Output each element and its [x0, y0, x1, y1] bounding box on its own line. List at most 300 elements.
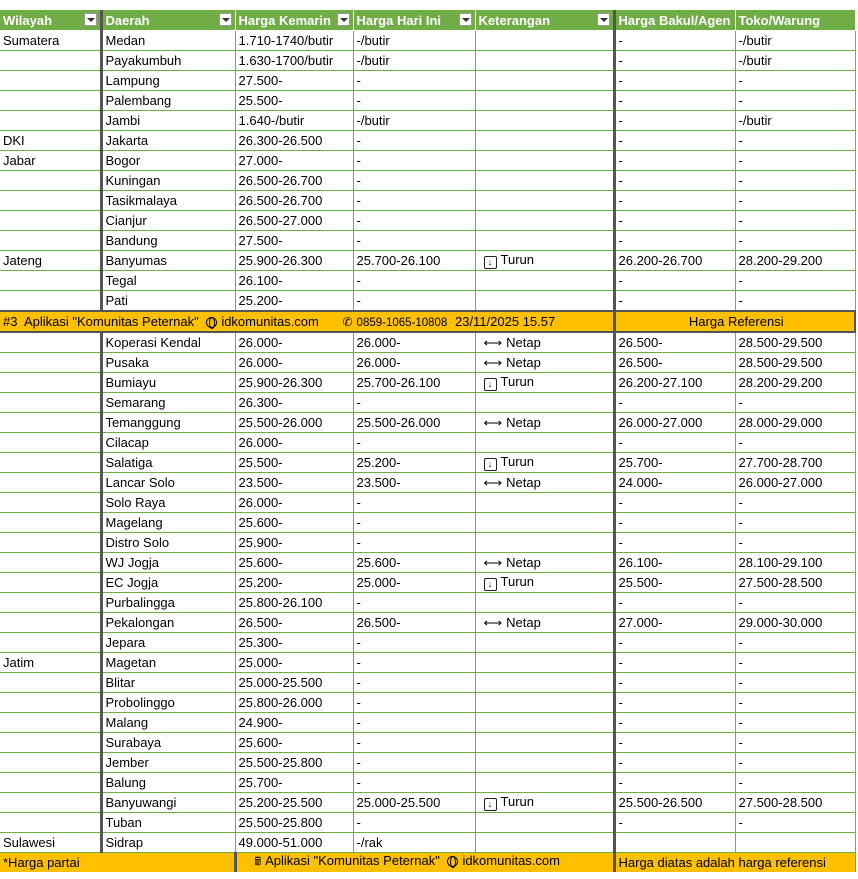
cell-keterangan[interactable] — [475, 251, 614, 271]
cell-harga-kemarin[interactable]: 25.700- — [235, 773, 353, 793]
cell-harga-bakul[interactable]: - — [614, 211, 735, 231]
cell-harga-toko[interactable]: - — [735, 131, 855, 151]
cell-wilayah[interactable] — [0, 51, 101, 71]
cell-daerah[interactable]: Banyuwangi — [101, 793, 235, 813]
cell-harga-toko[interactable]: 28.500-29.500 — [735, 353, 855, 373]
cell-daerah[interactable]: Temanggung — [101, 413, 235, 433]
cell-wilayah[interactable] — [0, 211, 101, 231]
cell-harga-toko[interactable]: - — [735, 593, 855, 613]
cell-harga-hari-ini[interactable]: - — [353, 713, 475, 733]
cell-daerah[interactable]: Jakarta — [101, 131, 235, 151]
cell-harga-bakul[interactable]: 26.100- — [614, 553, 735, 573]
cell-harga-hari-ini[interactable]: -/butir — [353, 111, 475, 131]
cell-daerah[interactable]: Jepara — [101, 633, 235, 653]
cell-harga-bakul[interactable]: - — [614, 291, 735, 312]
cell-harga-toko[interactable]: 27.500-28.500 — [735, 573, 855, 593]
cell-harga-bakul[interactable]: - — [614, 433, 735, 453]
cell-harga-kemarin[interactable]: 26.500-27.000 — [235, 211, 353, 231]
cell-harga-kemarin[interactable]: 25.900- — [235, 533, 353, 553]
cell-harga-bakul[interactable]: - — [614, 71, 735, 91]
cell-harga-bakul[interactable]: - — [614, 653, 735, 673]
cell-harga-toko[interactable]: - — [735, 513, 855, 533]
col-header-keterangan[interactable]: Keterangan — [475, 10, 614, 31]
cell-harga-hari-ini[interactable]: 26.500- — [353, 613, 475, 633]
cell-daerah[interactable]: Payakumbuh — [101, 51, 235, 71]
cell-harga-bakul[interactable]: - — [614, 171, 735, 191]
cell-harga-kemarin[interactable]: 27.500- — [235, 231, 353, 251]
cell-harga-toko[interactable]: - — [735, 713, 855, 733]
cell-harga-hari-ini[interactable]: - — [353, 91, 475, 111]
cell-wilayah[interactable] — [0, 191, 101, 211]
cell-harga-hari-ini[interactable]: - — [353, 71, 475, 91]
cell-harga-kemarin[interactable]: 24.900- — [235, 713, 353, 733]
cell-wilayah[interactable] — [0, 693, 101, 713]
cell-keterangan[interactable] — [475, 71, 614, 91]
cell-keterangan[interactable] — [475, 291, 614, 312]
cell-harga-bakul[interactable]: - — [614, 513, 735, 533]
cell-harga-bakul[interactable]: 26.500- — [614, 353, 735, 373]
cell-keterangan[interactable] — [475, 553, 614, 573]
cell-harga-kemarin[interactable]: 26.000- — [235, 493, 353, 513]
cell-harga-kemarin[interactable]: 26.500- — [235, 613, 353, 633]
table-row — [0, 773, 855, 793]
cell-wilayah[interactable] — [0, 71, 101, 91]
cell-wilayah[interactable] — [0, 291, 101, 312]
cell-keterangan[interactable] — [475, 673, 614, 693]
cell-harga-toko[interactable]: - — [735, 393, 855, 413]
cell-harga-hari-ini[interactable]: 25.600- — [353, 553, 475, 573]
cell-wilayah[interactable] — [0, 453, 101, 473]
cell-daerah[interactable]: Magetan — [101, 653, 235, 673]
cell-harga-hari-ini[interactable]: - — [353, 231, 475, 251]
cell-harga-toko[interactable]: - — [735, 271, 855, 291]
cell-keterangan[interactable] — [475, 573, 614, 593]
cell-harga-bakul[interactable]: - — [614, 151, 735, 171]
cell-harga-kemarin[interactable]: 25.800-26.100 — [235, 593, 353, 613]
cell-harga-hari-ini[interactable]: - — [353, 653, 475, 673]
cell-harga-hari-ini[interactable]: - — [353, 693, 475, 713]
cell-harga-toko[interactable]: 28.000-29.000 — [735, 413, 855, 433]
cell-wilayah[interactable] — [0, 231, 101, 251]
cell-harga-hari-ini[interactable]: 25.000-25.500 — [353, 793, 475, 813]
cell-daerah[interactable]: Distro Solo — [101, 533, 235, 553]
cell-wilayah[interactable]: DKI — [0, 131, 101, 151]
cell-daerah[interactable]: Banyumas — [101, 251, 235, 271]
cell-harga-bakul[interactable]: - — [614, 593, 735, 613]
cell-keterangan[interactable] — [475, 653, 614, 673]
cell-harga-toko[interactable]: - — [735, 171, 855, 191]
cell-keterangan[interactable] — [475, 693, 614, 713]
cell-harga-kemarin[interactable]: 26.300- — [235, 393, 353, 413]
cell-daerah[interactable]: Blitar — [101, 673, 235, 693]
cell-harga-hari-ini[interactable]: 23.500- — [353, 473, 475, 493]
cell-wilayah[interactable] — [0, 171, 101, 191]
cell-harga-hari-ini[interactable]: - — [353, 191, 475, 211]
cell-daerah[interactable]: Bogor — [101, 151, 235, 171]
banner-site[interactable]: idkomunitas.com — [221, 314, 319, 329]
cell-keterangan[interactable] — [475, 433, 614, 453]
banner-section — [0, 311, 855, 332]
cell-wilayah[interactable] — [0, 373, 101, 393]
cell-harga-bakul[interactable]: - — [614, 753, 735, 773]
cell-harga-kemarin[interactable]: 25.900-26.300 — [235, 251, 353, 271]
cell-keterangan[interactable] — [475, 633, 614, 653]
cell-daerah[interactable]: Tegal — [101, 271, 235, 291]
cell-harga-kemarin[interactable]: 26.500-26.700 — [235, 191, 353, 211]
cell-wilayah[interactable] — [0, 111, 101, 131]
cell-wilayah[interactable] — [0, 633, 101, 653]
cell-wilayah[interactable] — [0, 513, 101, 533]
footer-site[interactable]: idkomunitas.com — [462, 853, 560, 868]
cell-daerah[interactable]: Pusaka — [101, 353, 235, 373]
cell-harga-bakul[interactable]: 26.200-26.700 — [614, 251, 735, 271]
cell-keterangan[interactable] — [475, 773, 614, 793]
cell-harga-toko[interactable]: - — [735, 433, 855, 453]
cell-harga-toko[interactable]: - — [735, 813, 855, 833]
cell-harga-hari-ini[interactable]: -/butir — [353, 31, 475, 51]
cell-harga-hari-ini[interactable]: - — [353, 211, 475, 231]
cell-harga-toko[interactable]: -/butir — [735, 111, 855, 131]
cell-daerah[interactable]: Bumiayu — [101, 373, 235, 393]
cell-wilayah[interactable]: Jabar — [0, 151, 101, 171]
cell-harga-hari-ini[interactable]: - — [353, 633, 475, 653]
cell-wilayah[interactable]: Sumatera — [0, 31, 101, 51]
cell-daerah[interactable]: Semarang — [101, 393, 235, 413]
cell-keterangan[interactable] — [475, 493, 614, 513]
cell-harga-hari-ini[interactable]: - — [353, 533, 475, 553]
cell-daerah[interactable]: Balung — [101, 773, 235, 793]
cell-keterangan[interactable] — [475, 91, 614, 111]
cell-harga-toko[interactable]: - — [735, 191, 855, 211]
cell-keterangan[interactable] — [475, 353, 614, 373]
cell-harga-hari-ini[interactable]: 25.700-26.100 — [353, 251, 475, 271]
table-row — [0, 393, 855, 413]
filter-dropdown-icon[interactable] — [84, 13, 97, 26]
cell-harga-toko[interactable]: 27.500-28.500 — [735, 793, 855, 813]
cell-harga-toko[interactable]: 28.500-29.500 — [735, 332, 855, 353]
cell-harga-bakul[interactable]: - — [614, 231, 735, 251]
cell-harga-toko[interactable]: - — [735, 71, 855, 91]
cell-wilayah[interactable] — [0, 271, 101, 291]
cell-harga-bakul[interactable]: - — [614, 633, 735, 653]
cell-wilayah[interactable] — [0, 91, 101, 111]
col-header-wilayah[interactable]: Wilayah — [0, 10, 101, 31]
cell-harga-bakul[interactable]: 26.000-27.000 — [614, 413, 735, 433]
cell-keterangan[interactable] — [475, 733, 614, 753]
cell-harga-hari-ini[interactable]: 26.000- — [353, 353, 475, 373]
cell-daerah[interactable]: Sidrap — [101, 833, 235, 853]
cell-wilayah[interactable] — [0, 773, 101, 793]
cell-harga-hari-ini[interactable]: - — [353, 753, 475, 773]
cell-wilayah[interactable] — [0, 433, 101, 453]
cell-harga-toko[interactable]: - — [735, 211, 855, 231]
cell-keterangan[interactable] — [475, 793, 614, 813]
cell-harga-toko[interactable]: - — [735, 753, 855, 773]
cell-harga-kemarin[interactable]: 26.300-26.500 — [235, 131, 353, 151]
cell-harga-bakul[interactable]: 25.700- — [614, 453, 735, 473]
cell-harga-toko[interactable]: 28.200-29.200 — [735, 373, 855, 393]
cell-harga-kemarin[interactable]: 27.000- — [235, 151, 353, 171]
cell-harga-hari-ini[interactable]: -/rak — [353, 833, 475, 853]
cell-harga-toko[interactable]: - — [735, 633, 855, 653]
cell-harga-hari-ini[interactable]: - — [353, 393, 475, 413]
cell-wilayah[interactable] — [0, 533, 101, 553]
cell-harga-hari-ini[interactable]: - — [353, 433, 475, 453]
cell-harga-kemarin[interactable]: 49.000-51.000 — [235, 833, 353, 853]
cell-harga-hari-ini[interactable]: - — [353, 131, 475, 151]
cell-harga-kemarin[interactable]: 1.630-1700/butir — [235, 51, 353, 71]
cell-daerah[interactable]: Lampung — [101, 71, 235, 91]
cell-harga-hari-ini[interactable]: - — [353, 593, 475, 613]
cell-keterangan[interactable] — [475, 111, 614, 131]
cell-harga-toko[interactable]: - — [735, 773, 855, 793]
cell-harga-toko[interactable]: - — [735, 693, 855, 713]
cell-harga-bakul[interactable]: 25.500- — [614, 573, 735, 593]
filter-dropdown-icon[interactable] — [337, 13, 350, 26]
cell-keterangan[interactable] — [475, 613, 614, 633]
cell-harga-bakul[interactable]: - — [614, 91, 735, 111]
cell-wilayah[interactable] — [0, 553, 101, 573]
cell-harga-bakul[interactable] — [614, 833, 735, 853]
cell-wilayah[interactable] — [0, 713, 101, 733]
cell-harga-kemarin[interactable]: 25.600- — [235, 733, 353, 753]
cell-harga-toko[interactable]: - — [735, 533, 855, 553]
table-row — [0, 211, 855, 231]
cell-wilayah[interactable] — [0, 332, 101, 353]
cell-harga-bakul[interactable]: 27.000- — [614, 613, 735, 633]
cell-harga-toko[interactable]: 28.200-29.200 — [735, 251, 855, 271]
cell-keterangan[interactable] — [475, 191, 614, 211]
cell-harga-hari-ini[interactable]: 25.000- — [353, 573, 475, 593]
col-header-daerah[interactable]: Daerah — [101, 10, 235, 31]
cell-harga-hari-ini[interactable]: 25.200- — [353, 453, 475, 473]
cell-keterangan[interactable] — [475, 373, 614, 393]
cell-daerah[interactable]: Pekalongan — [101, 613, 235, 633]
cell-keterangan[interactable] — [475, 833, 614, 853]
cell-harga-kemarin[interactable]: 25.500- — [235, 91, 353, 111]
cell-harga-kemarin[interactable]: 25.500-25.800 — [235, 813, 353, 833]
cell-harga-kemarin[interactable]: 26.500-26.700 — [235, 171, 353, 191]
cell-daerah[interactable]: Koperasi Kendal — [101, 332, 235, 353]
cell-harga-bakul[interactable]: - — [614, 131, 735, 151]
cell-harga-toko[interactable] — [735, 833, 855, 853]
cell-harga-hari-ini[interactable]: - — [353, 773, 475, 793]
cell-daerah[interactable]: Jambi — [101, 111, 235, 131]
cell-harga-kemarin[interactable]: 23.500- — [235, 473, 353, 493]
cell-harga-kemarin[interactable]: 25.200-25.500 — [235, 793, 353, 813]
cell-harga-bakul[interactable]: - — [614, 271, 735, 291]
cell-harga-kemarin[interactable]: 25.600- — [235, 553, 353, 573]
cell-wilayah[interactable] — [0, 673, 101, 693]
cell-harga-toko[interactable]: -/butir — [735, 51, 855, 71]
cell-harga-bakul[interactable]: - — [614, 713, 735, 733]
cell-harga-bakul[interactable]: 25.500-26.500 — [614, 793, 735, 813]
cell-harga-bakul[interactable]: - — [614, 813, 735, 833]
cell-harga-bakul[interactable]: - — [614, 111, 735, 131]
cell-harga-bakul[interactable]: - — [614, 773, 735, 793]
cell-harga-hari-ini[interactable]: - — [353, 493, 475, 513]
status-label: Netap — [506, 474, 541, 490]
cell-daerah[interactable]: Cianjur — [101, 211, 235, 231]
cell-harga-hari-ini[interactable]: - — [353, 513, 475, 533]
table-row — [0, 71, 855, 91]
cell-harga-hari-ini[interactable]: -/butir — [353, 51, 475, 71]
cell-keterangan[interactable] — [475, 753, 614, 773]
cell-harga-bakul[interactable]: - — [614, 393, 735, 413]
cell-harga-kemarin[interactable]: 25.000- — [235, 653, 353, 673]
cell-keterangan[interactable] — [475, 713, 614, 733]
cell-keterangan[interactable] — [475, 533, 614, 553]
cell-harga-toko[interactable]: - — [735, 231, 855, 251]
cell-wilayah[interactable]: Sulawesi — [0, 833, 101, 853]
cell-wilayah[interactable] — [0, 413, 101, 433]
cell-harga-bakul[interactable]: - — [614, 733, 735, 753]
cell-harga-bakul[interactable]: 26.200-27.100 — [614, 373, 735, 393]
table-body-bottom — [0, 332, 855, 853]
cell-daerah[interactable]: Tasikmalaya — [101, 191, 235, 211]
cell-harga-hari-ini[interactable]: - — [353, 813, 475, 833]
cell-daerah[interactable]: EC Jogja — [101, 573, 235, 593]
cell-harga-toko[interactable]: - — [735, 291, 855, 312]
cell-daerah[interactable]: Jember — [101, 753, 235, 773]
cell-wilayah[interactable] — [0, 393, 101, 413]
col-header-harga-hari-ini[interactable]: Harga Hari Ini — [353, 10, 475, 31]
cell-harga-kemarin[interactable]: 25.200- — [235, 573, 353, 593]
cell-harga-hari-ini[interactable]: - — [353, 151, 475, 171]
cell-harga-toko[interactable]: - — [735, 673, 855, 693]
cell-harga-hari-ini[interactable]: - — [353, 673, 475, 693]
cell-harga-kemarin[interactable]: 25.500-25.800 — [235, 753, 353, 773]
cell-keterangan[interactable] — [475, 231, 614, 251]
cell-keterangan[interactable] — [475, 393, 614, 413]
cell-harga-kemarin[interactable]: 25.300- — [235, 633, 353, 653]
col-header-toko-warung: Toko/Warung — [735, 10, 855, 31]
cell-harga-hari-ini[interactable]: 26.000- — [353, 332, 475, 353]
cell-daerah[interactable]: Kuningan — [101, 171, 235, 191]
cell-daerah[interactable]: Probolinggo — [101, 693, 235, 713]
cell-keterangan[interactable] — [475, 211, 614, 231]
cell-wilayah[interactable] — [0, 573, 101, 593]
cell-harga-bakul[interactable]: 24.000- — [614, 473, 735, 493]
cell-harga-kemarin[interactable]: 26.000- — [235, 433, 353, 453]
cell-harga-toko[interactable]: - — [735, 493, 855, 513]
cell-keterangan[interactable] — [475, 813, 614, 833]
cell-keterangan[interactable] — [475, 593, 614, 613]
cell-daerah[interactable]: Purbalingga — [101, 593, 235, 613]
cell-harga-toko[interactable]: -/butir — [735, 31, 855, 51]
cell-wilayah[interactable] — [0, 733, 101, 753]
cell-harga-kemarin[interactable]: 27.500- — [235, 71, 353, 91]
cell-keterangan[interactable] — [475, 171, 614, 191]
cell-daerah[interactable]: Palembang — [101, 91, 235, 111]
filter-dropdown-icon[interactable] — [219, 13, 232, 26]
cell-harga-kemarin[interactable]: 25.900-26.300 — [235, 373, 353, 393]
cell-wilayah[interactable] — [0, 613, 101, 633]
cell-wilayah[interactable]: Jateng — [0, 251, 101, 271]
filter-dropdown-icon[interactable] — [459, 13, 472, 26]
cell-daerah[interactable]: Salatiga — [101, 453, 235, 473]
cell-daerah[interactable]: Medan — [101, 31, 235, 51]
filter-dropdown-icon[interactable] — [597, 13, 610, 26]
cell-harga-hari-ini[interactable]: 25.700-26.100 — [353, 373, 475, 393]
cell-keterangan[interactable] — [475, 473, 614, 493]
cell-keterangan[interactable] — [475, 151, 614, 171]
cell-harga-hari-ini[interactable]: - — [353, 271, 475, 291]
cell-harga-kemarin[interactable]: 26.000- — [235, 353, 353, 373]
cell-harga-toko[interactable]: 27.700-28.700 — [735, 453, 855, 473]
cell-harga-bakul[interactable]: - — [614, 533, 735, 553]
cell-keterangan[interactable] — [475, 271, 614, 291]
cell-harga-hari-ini[interactable]: - — [353, 291, 475, 312]
cell-harga-kemarin[interactable]: 25.200- — [235, 291, 353, 312]
cell-keterangan[interactable] — [475, 131, 614, 151]
cell-daerah[interactable]: Surabaya — [101, 733, 235, 753]
cell-harga-kemarin[interactable]: 25.600- — [235, 513, 353, 533]
cell-daerah[interactable]: Tuban — [101, 813, 235, 833]
cell-harga-bakul[interactable]: - — [614, 673, 735, 693]
cell-daerah[interactable]: Pati — [101, 291, 235, 312]
cell-harga-toko[interactable]: - — [735, 91, 855, 111]
cell-keterangan[interactable] — [475, 513, 614, 533]
cell-harga-toko[interactable]: 29.000-30.000 — [735, 613, 855, 633]
cell-keterangan[interactable] — [475, 332, 614, 353]
cell-harga-kemarin[interactable]: 25.000-25.500 — [235, 673, 353, 693]
cell-keterangan[interactable] — [475, 51, 614, 71]
cell-daerah[interactable]: Magelang — [101, 513, 235, 533]
cell-keterangan[interactable] — [475, 453, 614, 473]
cell-harga-bakul[interactable]: - — [614, 493, 735, 513]
cell-wilayah[interactable] — [0, 793, 101, 813]
cell-harga-toko[interactable]: - — [735, 733, 855, 753]
cell-harga-bakul[interactable]: - — [614, 51, 735, 71]
col-header-harga-kemarin[interactable]: Harga Kemarin — [235, 10, 353, 31]
cell-wilayah[interactable] — [0, 753, 101, 773]
cell-harga-bakul[interactable]: 26.500- — [614, 332, 735, 353]
cell-harga-bakul[interactable]: - — [614, 693, 735, 713]
cell-harga-kemarin[interactable]: 25.500-26.000 — [235, 413, 353, 433]
cell-daerah[interactable]: Solo Raya — [101, 493, 235, 513]
cell-harga-toko[interactable]: - — [735, 653, 855, 673]
cell-harga-kemarin[interactable]: 25.800-26.000 — [235, 693, 353, 713]
cell-wilayah[interactable] — [0, 353, 101, 373]
cell-harga-kemarin[interactable]: 25.500- — [235, 453, 353, 473]
cell-harga-toko[interactable]: - — [735, 151, 855, 171]
cell-harga-hari-ini[interactable]: - — [353, 171, 475, 191]
cell-daerah[interactable]: Bandung — [101, 231, 235, 251]
cell-harga-kemarin[interactable]: 26.000- — [235, 332, 353, 353]
cell-harga-hari-ini[interactable]: 25.500-26.000 — [353, 413, 475, 433]
cell-daerah[interactable]: Cilacap — [101, 433, 235, 453]
cell-daerah[interactable]: Malang — [101, 713, 235, 733]
cell-keterangan[interactable] — [475, 413, 614, 433]
cell-harga-kemarin[interactable]: 1.640-/butir — [235, 111, 353, 131]
cell-daerah[interactable]: WJ Jogja — [101, 553, 235, 573]
cell-daerah[interactable]: Lancar Solo — [101, 473, 235, 493]
cell-wilayah[interactable] — [0, 593, 101, 613]
cell-harga-toko[interactable]: 26.000-27.000 — [735, 473, 855, 493]
cell-wilayah[interactable] — [0, 473, 101, 493]
cell-wilayah[interactable] — [0, 493, 101, 513]
cell-harga-bakul[interactable]: - — [614, 191, 735, 211]
cell-harga-kemarin[interactable]: 1.710-1740/butir — [235, 31, 353, 51]
cell-harga-toko[interactable]: 28.100-29.100 — [735, 553, 855, 573]
cell-harga-kemarin[interactable]: 26.100- — [235, 271, 353, 291]
cell-keterangan[interactable] — [475, 31, 614, 51]
cell-wilayah[interactable] — [0, 813, 101, 833]
cell-harga-hari-ini[interactable]: - — [353, 733, 475, 753]
cell-wilayah[interactable]: Jatim — [0, 653, 101, 673]
cell-harga-bakul[interactable]: - — [614, 31, 735, 51]
